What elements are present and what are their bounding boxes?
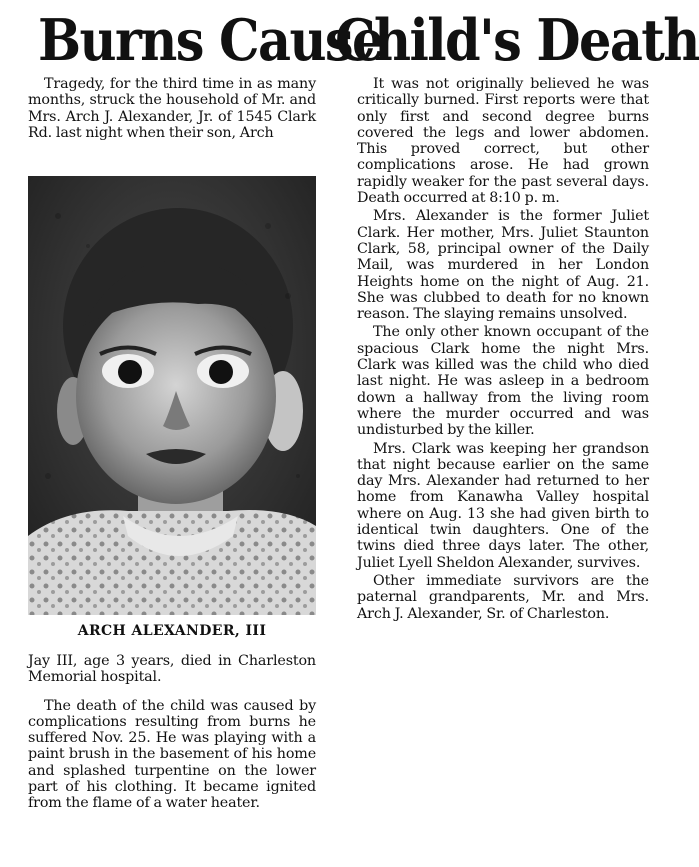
photo-caption: ARCH ALEXANDER, III: [77, 623, 267, 639]
child-portrait-photo: [28, 176, 316, 615]
article-column-left-top: [28, 76, 316, 141]
article-column-left-bottom: [28, 653, 316, 812]
paragraph: Mrs. Clark was keeping her grandson that night because earlier on the same day Mrs. Alexander had returned to her home from Kanawha Valley hospital where on Aug. 13 she had given birth to identical twin daughters. One of the twins died three days later. The other, Juliet Lyell Sheldon Alexander, survives.: [357, 440, 649, 571]
paragraph: The only other known occupant of the spacious Clark home the night Mrs. Clark was killed was the child who died last night. He was asleep in a bedroom down a hallway from the living room where the murder occurred and was undisturbed by the killer.: [357, 324, 649, 439]
paragraph: Tragedy, for the third time in as many months, struck the household of Mr. and Mrs. Arch J. Alexander, Jr. of 1545 Clark Rd. last night when their son, Arch: [28, 76, 316, 141]
headline-part-1: Burns Cause: [38, 7, 383, 75]
paragraph: It was not originally believed he was critically burned. First reports were that only first and second degree burns covered the legs and lower abdomen. This proved correct, but other complications arose. He had grown rapidly weaker for the past several days. Death occurred at 8:10 p. m.: [357, 76, 649, 207]
portrait-illustration: [28, 176, 316, 615]
paragraph: The death of the child was caused by complications resulting from burns he suffered Nov. 25. He was playing with a paint brush in the basement of his home and splashed turpentine on the lower part of his clothing. It became ignited from the flame of a water heater.: [28, 697, 316, 812]
paragraph: Mrs. Alexander is the former Juliet Clark. Her mother, Mrs. Juliet Staunton Clark, 58, principal owner of the Daily Mail, was murdered in her London Heights home on the night of Aug. 21. She was clubbed to death for no known reason. The slaying remains unsolved.: [357, 208, 649, 323]
paragraph: Jay III, age 3 years, died in Charleston Memorial hospital.: [28, 653, 316, 686]
article-column-right: [357, 76, 649, 622]
headline-part-2: Child's Death: [335, 7, 699, 75]
headline: [0, 2, 699, 80]
paragraph: Other immediate survivors are the paternal grandparents, Mr. and Mrs. Arch J. Alexander, Sr. of Charleston.: [357, 572, 649, 622]
